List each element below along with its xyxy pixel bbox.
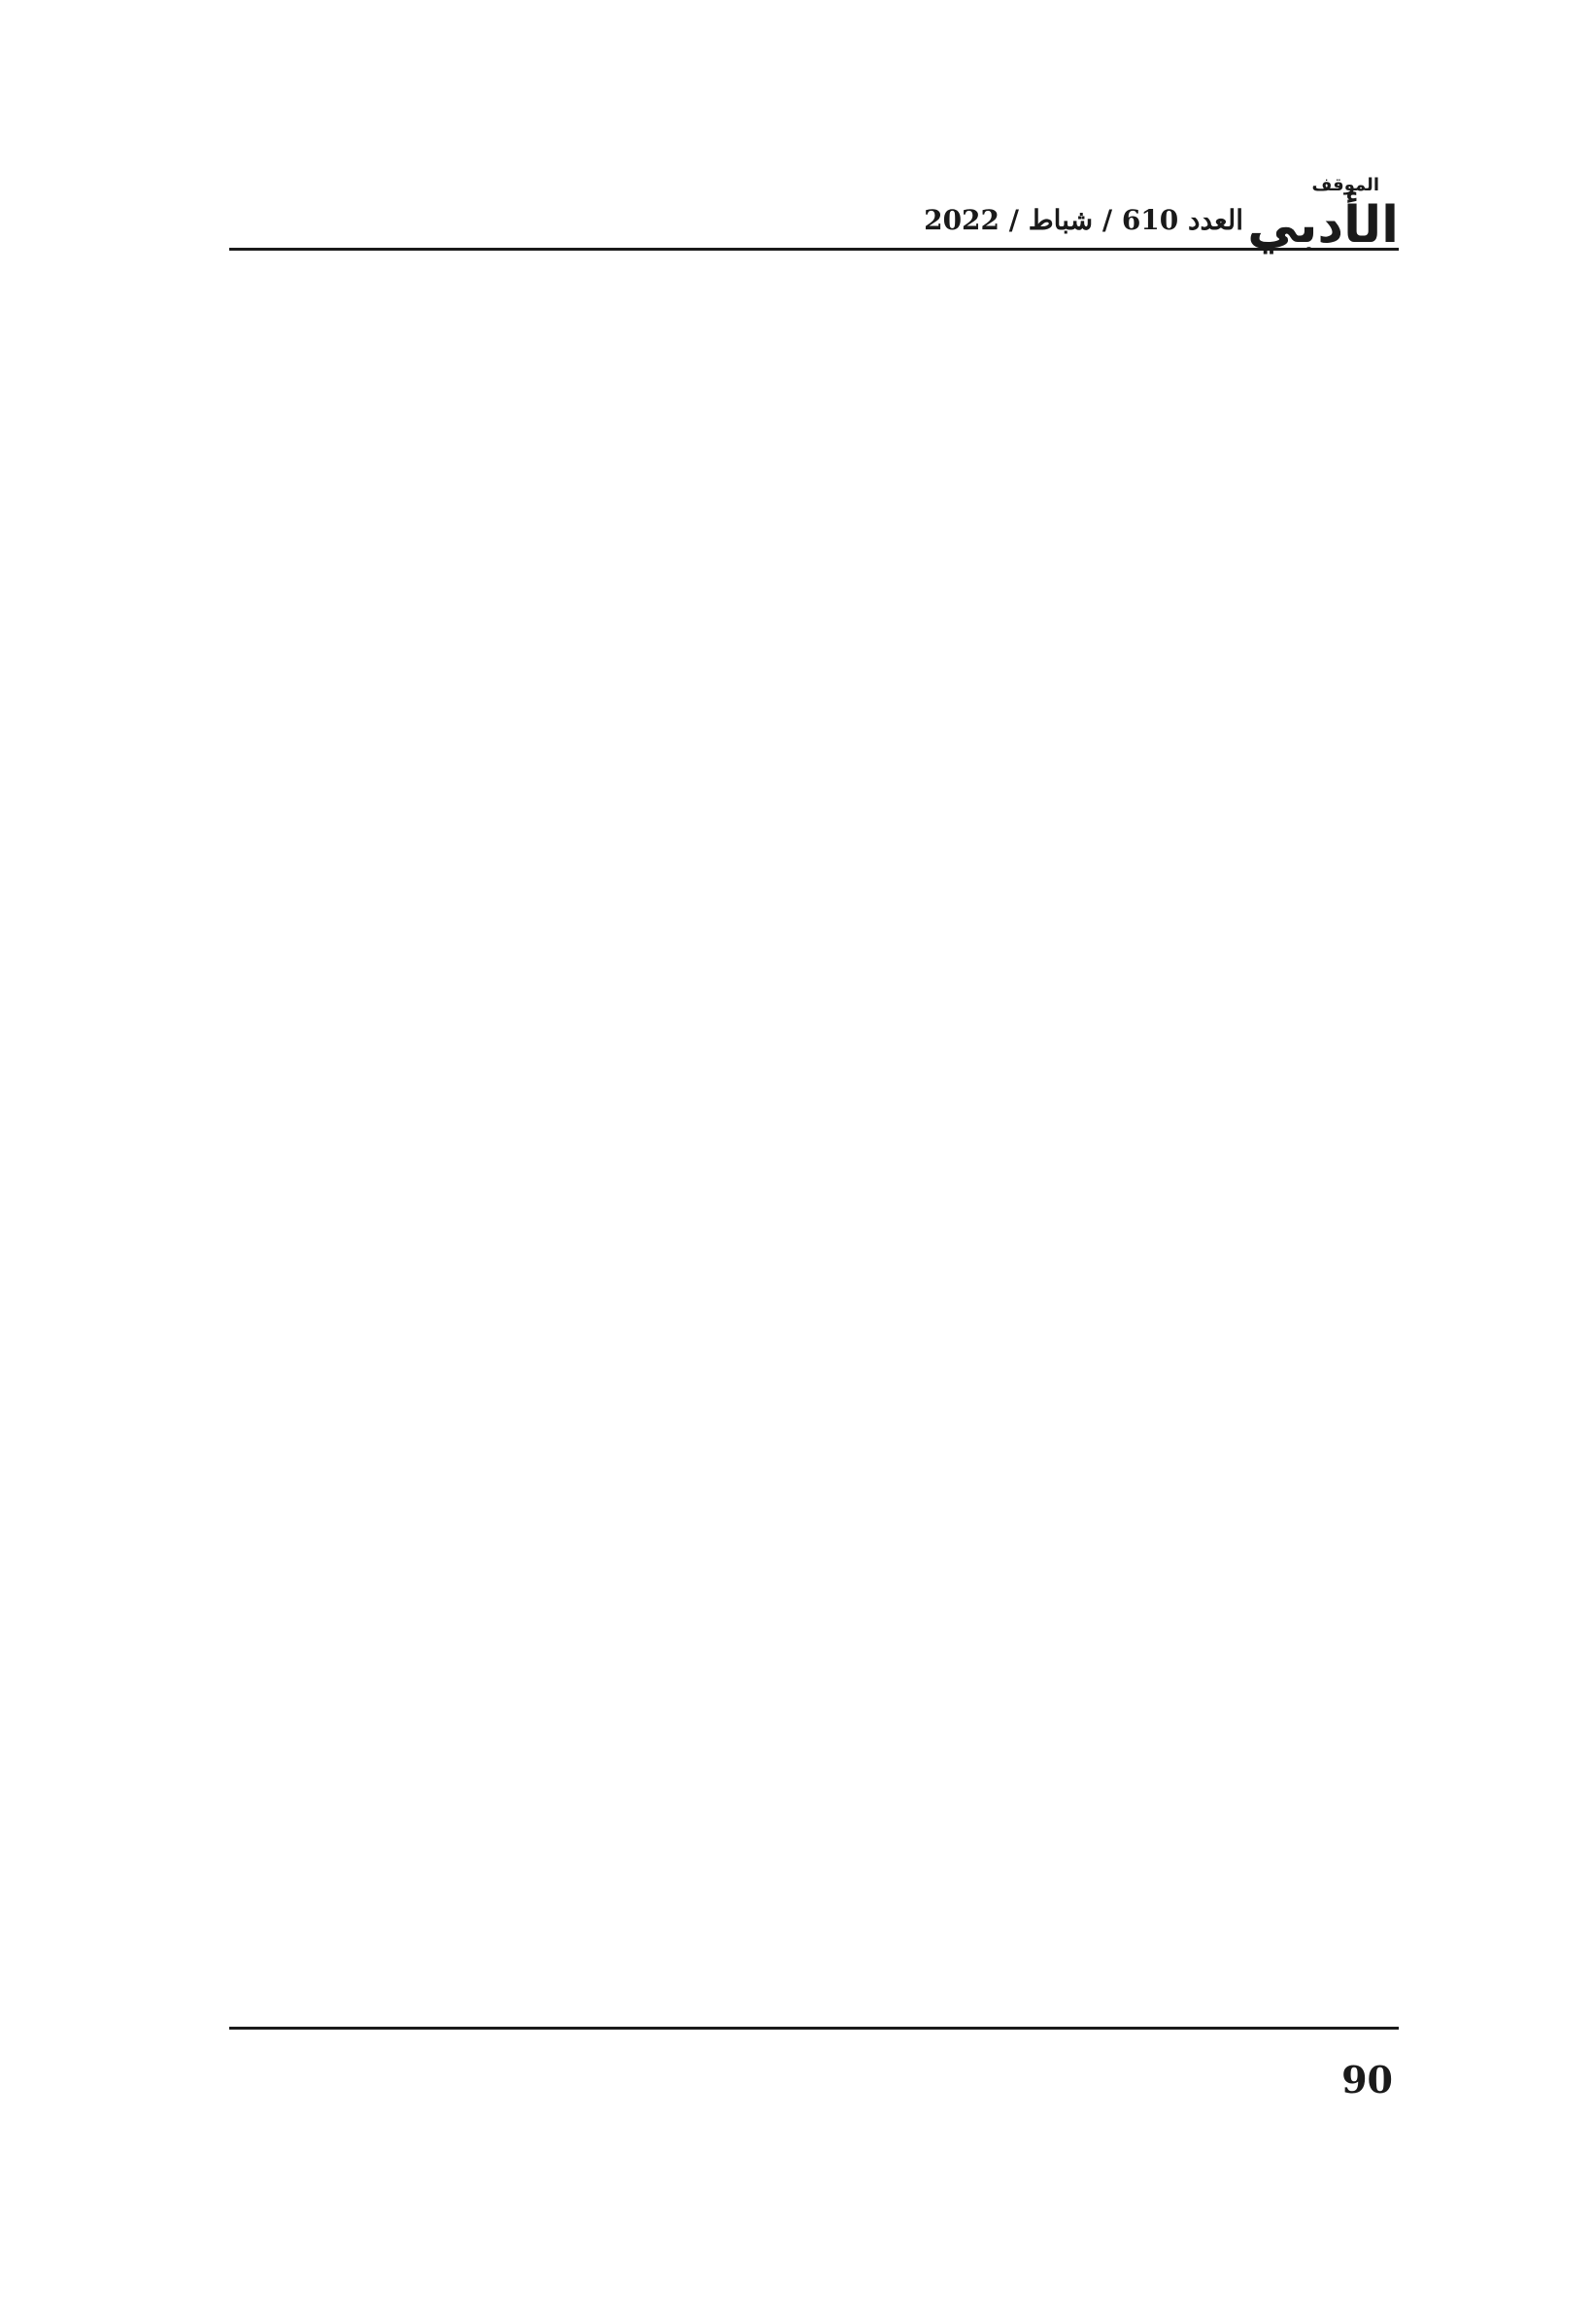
page-number: 90 bbox=[1341, 2058, 1393, 2102]
footer-divider bbox=[229, 2027, 1399, 2030]
logo-main-text: الأدبي bbox=[1247, 196, 1399, 255]
column-left bbox=[229, 262, 796, 2003]
logo-small-text: الموقف bbox=[1311, 175, 1379, 195]
article-body bbox=[229, 262, 1399, 2003]
magazine-logo bbox=[1247, 175, 1399, 256]
column-right bbox=[831, 262, 1399, 2003]
header-divider bbox=[229, 248, 1399, 251]
issue-info: العدد 610 / شباط / 2022 bbox=[924, 204, 1243, 236]
